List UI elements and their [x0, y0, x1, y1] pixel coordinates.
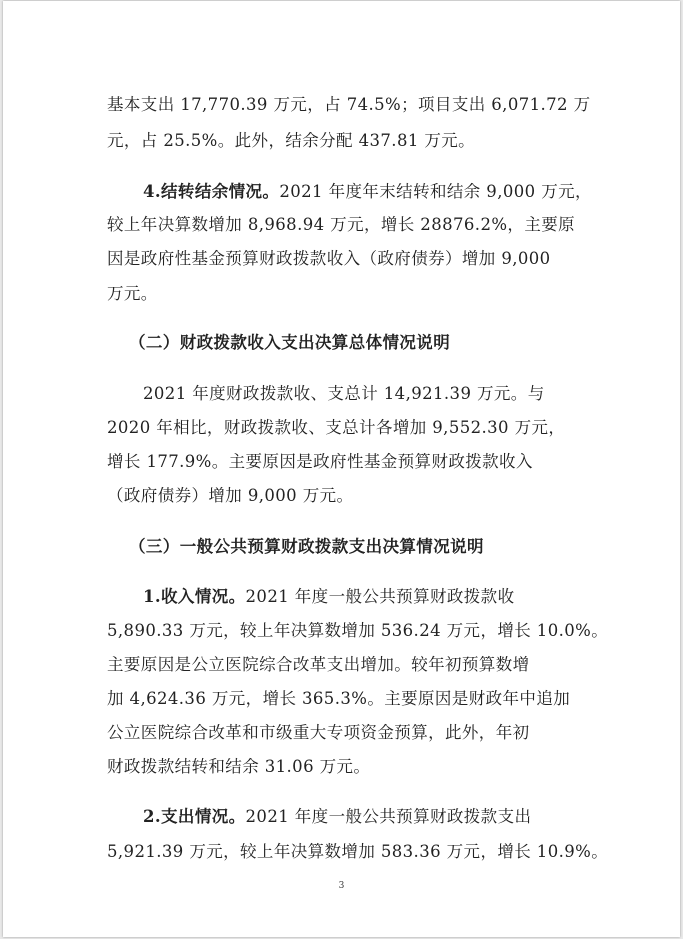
text-line — [143, 181, 643, 203]
item-heading: 1.收入情况。 — [143, 587, 246, 606]
text-line: 5,890.33 万元，较上年决算数增加 536.24 万元，增长 10.0%。 — [107, 621, 609, 640]
text-line: 公立医院综合改革和市级重大专项资金预算，此外，年初 — [107, 723, 530, 742]
item-text: 2021 年度年末结转和结余 9,000 万元， — [279, 182, 592, 201]
section-heading: （二）财政拨款收入支出决算总体情况说明 — [129, 333, 451, 352]
item-text: 2021 年度一般公共预算财政拨款收 — [245, 587, 515, 606]
text-line: 较上年决算数增加 8,968.94 万元，增长 28876.2%，主要原 — [107, 215, 576, 234]
text-line — [143, 806, 643, 828]
text-line: 万元。 — [107, 284, 158, 303]
text-line: 因是政府性基金预算财政拨款收入（政府债券）增加 9,000 — [107, 249, 551, 268]
item-heading: 2.支出情况。 — [143, 807, 246, 826]
text-line — [143, 586, 643, 608]
text-line: 2020 年相比，财政拨款收、支总计各增加 9,552.30 万元， — [107, 418, 566, 437]
text-line: 加 4,624.36 万元，增长 365.3%。主要原因是财政年中追加 — [107, 689, 571, 708]
text-line: 2021 年度财政拨款收、支总计 14,921.39 万元。与 — [143, 384, 545, 403]
text-line: 5,921.39 万元，较上年决算数增加 583.36 万元，增长 10.9%。 — [107, 842, 609, 861]
section-heading: （三）一般公共预算财政拨款支出决算情况说明 — [129, 537, 484, 556]
text-line: 财政拨款结转和结余 31.06 万元。 — [107, 757, 371, 776]
text-line: 基本支出 17,770.39 万元，占 74.5%；项目支出 6,071.72 万 — [107, 95, 591, 114]
document-page — [3, 1, 680, 937]
text-line: 元，占 25.5%。此外，结余分配 437.81 万元。 — [107, 131, 476, 150]
text-line: 增长 177.9%。主要原因是政府性基金预算财政拨款收入 — [107, 452, 533, 471]
text-line: 主要原因是公立医院综合改革支出增加。较年初预算数增 — [107, 655, 530, 674]
text-line: （政府债券）增加 9,000 万元。 — [107, 486, 354, 505]
item-heading: 4.结转结余情况。 — [143, 182, 280, 201]
item-text: 2021 年度一般公共预算财政拨款支出 — [245, 807, 532, 826]
page-number: 3 — [338, 881, 345, 891]
